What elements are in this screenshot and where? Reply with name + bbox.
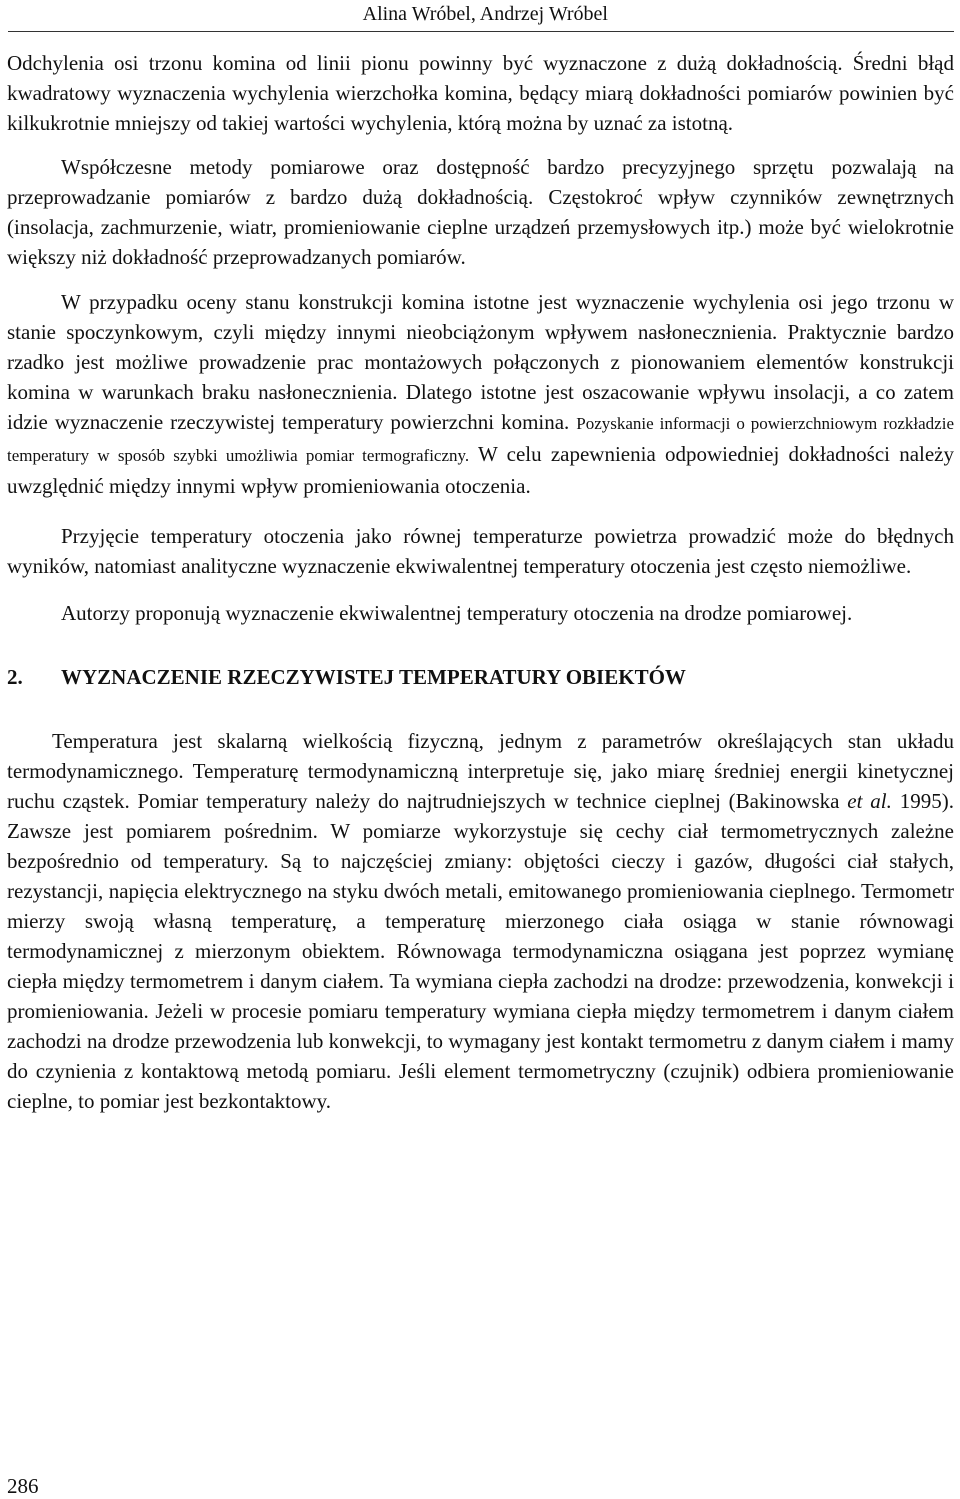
citation-et-al: et al. [847, 789, 892, 813]
running-header-authors: Alina Wróbel, Andrzej Wróbel [362, 3, 608, 25]
paragraph-insolation-part-b: W celu zapewnienia odpowiedniej dokładności należy uwzględnić między innymi wpływ promieniowania otoczenia. [7, 442, 954, 498]
page-number: 286 [7, 1474, 39, 1498]
paragraph-insolation-small-text: Pozyskanie informacji o powierzchniowym rozkładzie temperatury w sposób szybki umożliwia pomiar termograficzny. [7, 414, 954, 465]
paragraph-temperature-definition [7, 726, 954, 1116]
header-rule [8, 31, 954, 32]
paragraph-deviation-accuracy: Odchylenia osi trzonu komina od linii pionu powinny być wyznaczone z dużą dokładnością. Średni błąd kwadratowy wyznaczenia wychylenia wierzchołka komina, będący miarą dokładności pomiarów powinien być kilkukrotnie mniejszy od takiej wartości wychylenia, którą można by uznać za istotną. [7, 51, 954, 135]
body-text [7, 48, 954, 1116]
section-title: WYZNACZENIE RZECZYWISTEJ TEMPERATURY OBIEKTÓW [61, 665, 686, 689]
paragraph-insolation-part-a: W przypadku oceny stanu konstrukcji komina istotne jest wyznaczenie wychylenia osi jego trzonu w stanie spoczynkowym, czyli między innymi nieobciążonym wpływem nasłonecznienia. Praktycznie bardzo rzadko jest możliwe prowadzenie prac montażowych połączonych z pionowaniem elementów konstrukcji komina w warunkach braku nasłonecznienia. Dlatego istotne jest oszacowanie wpływu insolacji, a co zatem idzie wyznaczenie rzeczywistej temperatury powierzchni komina. [7, 290, 954, 434]
paragraph-insolation [7, 287, 954, 501]
section-number: 2. [7, 665, 23, 689]
paragraph-modern-methods: Współczesne metody pomiarowe oraz dostępność bardzo precyzyjnego sprzętu pozwalają na przeprowadzanie pomiarów z bardzo dużą dokładnością. Częstokroć wpływ czynników zewnętrznych (insolacja, zachmurzenie, wiatr, promieniowanie cieplne urządzeń przemysłowych itp.) może być wielokrotnie większy niż dokładność przeprowadzanych pomiarów. [7, 155, 954, 269]
paragraph-temperature-part-b: 1995). Zawsze jest pomiarem pośrednim. W pomiarze wykorzystuje się cechy ciał termometrycznych zależne bezpośrednio od temperatury. Są to najczęściej zmiany: objętości cieczy i gazów, długości ciał stałych, rezystancji, napięcia elektrycznego na styku dwóch metali, emitowanego promieniowania cieplnego. Termometr mierzy swoją własną temperaturę, a temperaturę mierzonego ciała osiąga w stanie równowagi termodynamicznej z mierzonym obiektem. Równowaga termodynamiczna osiągana jest poprzez wymianę ciepła między termometrem i danym ciałem. Ta wymiana ciepła zachodzi na drodze: przewodzenia, konwekcji i promieniowania. Jeżeli w procesie pomiaru temperatury wymiana ciepła między termometrem i danym ciałem zachodzi na drodze przewodzenia lub konwekcji, to wymagany jest kontakt termometru z danym ciałem i mamy do czynienia z kontaktową metodą pomiaru. Jeśli element termometryczny (czujnik) odbiera promieniowanie cieplne, to pomiar jest bezkontaktowy. [7, 789, 954, 1113]
section-heading [7, 662, 954, 692]
paragraph-authors-proposal: Autorzy proponują wyznaczenie ekwiwalentnej temperatury otoczenia na drodze pomiarowej. [61, 601, 853, 625]
paragraph-ambient-temperature: Przyjęcie temperatury otoczenia jako równej temperaturze powietrza prowadzić może do błędnych wyników, natomiast analityczne wyznaczenie ekwiwalentnej temperatury otoczenia jest często niemożliwe. [7, 524, 954, 578]
paragraph-temperature-part-a: Temperatura jest skalarną wielkością fizyczną, jednym z parametrów określających stan układu termodynamicznego. Temperaturę termodynamiczną interpretuje się, jako miarę średniej energii kinetycznej ruchu cząstek. Pomiar temperatury należy do najtrudniejszych w technice cieplnej (Bakinowska [7, 729, 954, 813]
